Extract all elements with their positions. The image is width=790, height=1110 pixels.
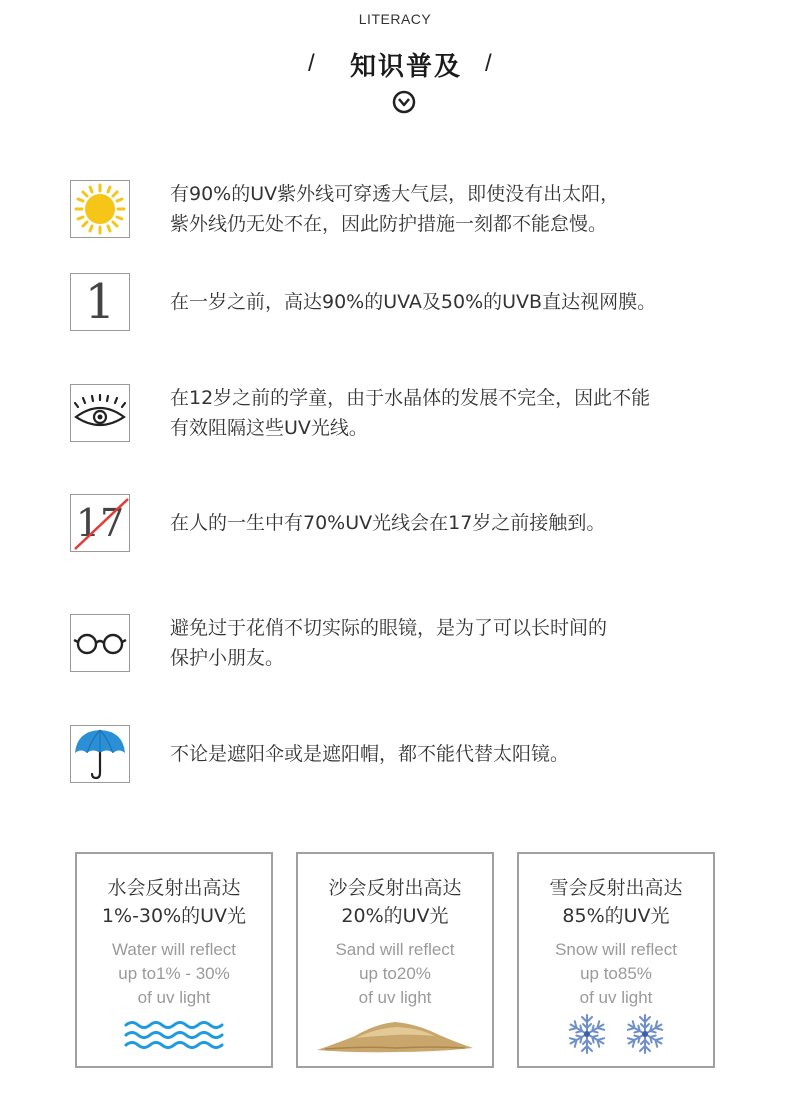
fact-row [70,384,750,446]
fact-icon-box [70,273,130,331]
card-en-line: Sand will reflect [335,940,455,959]
section-title: 知识普及 [349,52,462,82]
title-slash-left: / [308,50,315,77]
fact-text [170,725,750,783]
fact-text-line: 紫外线仍无处不在，因此防护措施一刻都不能怠慢。 [170,213,608,235]
card-cn-text [519,874,713,930]
fact-text-line: 在12岁之前的学童，由于水晶体的发展不完全，因此不能 [170,387,651,409]
card-cn-line: 85%的UV光 [562,905,670,927]
card-en-line: up to1% - 30% [118,964,230,983]
fact-row [70,273,750,335]
fact-icon-box [70,180,130,238]
card-cn-text [298,874,492,930]
fact-text [170,273,750,331]
fact-row [70,725,750,787]
glasses-icon [73,628,127,658]
card-en-line: up to20% [359,964,431,983]
fact-text-line: 在人的一生中有70%UV光线会在17岁之前接触到。 [170,512,606,534]
fact-row [70,180,750,242]
fact-text [170,180,750,238]
fact-icon-box [70,494,130,552]
fact-text-line: 避免过于花俏不切实际的眼镜，是为了可以长时间的 [170,617,608,639]
fact-text-line: 保护小朋友。 [170,647,285,669]
card-en-text [519,938,713,1010]
card-en-line: Snow will reflect [555,940,677,959]
reflection-card-water [75,852,273,1068]
fact-text [170,384,750,442]
fact-icon-box [70,614,130,672]
fact-row [70,494,750,556]
section-title-row [0,44,790,84]
snowflake-icon [565,1012,609,1056]
fact-text [170,494,750,552]
crossed-seventeen-icon: 17 [75,501,125,545]
sun-icon [73,182,127,236]
number-one-icon: 1 [84,274,116,330]
fact-row [70,614,750,676]
fact-text-line: 有效阻隔这些UV光线。 [170,417,368,439]
reflection-card-sand [296,852,494,1068]
umbrella-icon [72,727,128,781]
card-cn-line: 水会反射出高达 [107,877,241,899]
fact-text-line: 有90%的UV紫外线可穿透大气层，即使没有出太阳， [170,183,620,205]
card-cn-line: 1%-30%的UV光 [101,905,247,927]
eye-icon [72,393,128,433]
card-en-line: Water will reflect [111,940,237,959]
card-en-text [298,938,492,1010]
reflection-card-snow [517,852,715,1068]
section-kicker: LITERACY [358,11,432,27]
card-en-line: of uv light [579,988,653,1007]
card-cn-line: 20%的UV光 [341,905,449,927]
snowflake-icon [623,1012,667,1056]
card-cn-line: 雪会反射出高达 [549,877,683,899]
card-cn-text [77,874,271,930]
fact-text-line: 不论是遮阳伞或是遮阳帽，都不能代替太阳镜。 [170,743,570,765]
title-slash-right: / [485,50,492,77]
fact-icon-box [70,384,130,442]
fact-text-line: 在一岁之前，高达90%的UVA及50%的UVB直达视网膜。 [170,291,657,313]
chevron-down-circle-icon [392,90,416,114]
fact-icon-box [70,725,130,783]
card-en-line: of uv light [358,988,432,1007]
card-en-text [77,938,271,1010]
card-en-line: up to85% [580,964,652,983]
water-waves-icon [124,1020,224,1050]
card-en-line: of uv light [137,988,211,1007]
sand-pile-icon [315,1018,475,1054]
strike-line-icon [71,495,130,552]
fact-text [170,614,750,672]
card-cn-line: 沙会反射出高达 [328,877,462,899]
